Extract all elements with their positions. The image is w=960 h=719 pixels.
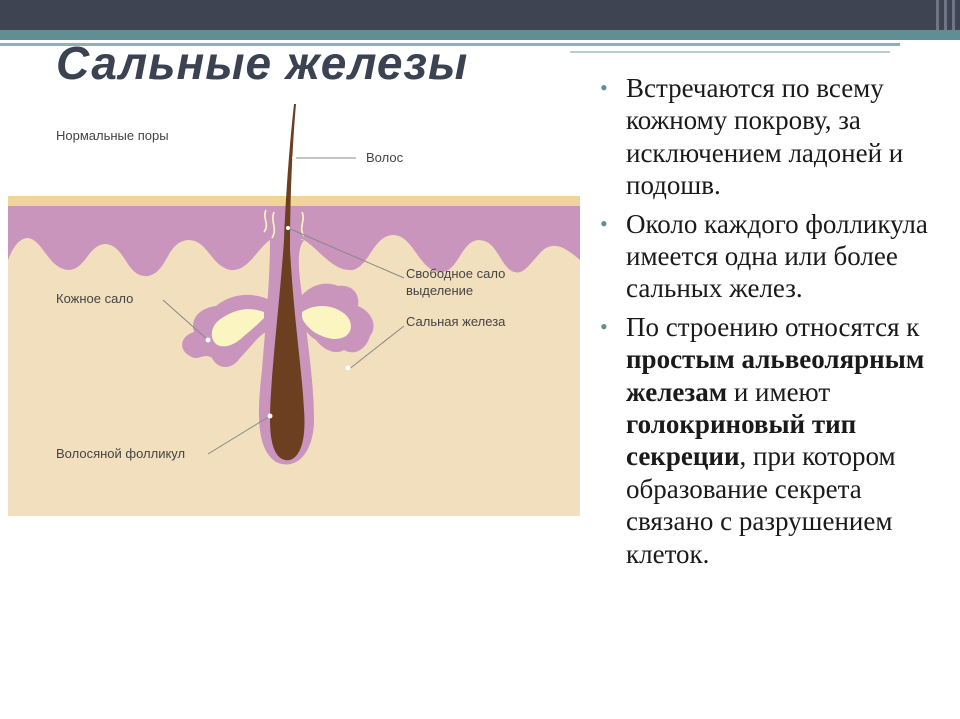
label-skin-sebum: Кожное сало (56, 291, 134, 306)
label-hair: Волос (366, 150, 404, 165)
skin-surface (8, 196, 580, 206)
bullet-text-bold: простым альвеолярным железам (626, 344, 925, 407)
bullet-item (600, 72, 950, 202)
accent-line (570, 51, 890, 53)
bullet-text-plain: По строению относятся к (626, 311, 920, 342)
bullet-text: Встречаются по всему кожному покрову, за исключением ладоней и подошв. (626, 73, 904, 201)
label-sebaceous-gland: Сальная железа (406, 314, 506, 329)
label-free-sebum-line2: выделение (406, 283, 474, 298)
top-bar (0, 0, 960, 30)
bullet-item (600, 311, 950, 570)
decor-stripe (944, 0, 947, 30)
bullet-icon: • (600, 75, 608, 100)
label-free-sebum-line1: Свободное сало (406, 266, 506, 281)
bullet-icon: • (600, 210, 608, 236)
bullet-item (600, 208, 950, 305)
bullet-icon: • (600, 313, 608, 339)
label-hair-follicle: Волосяной фолликул (56, 446, 186, 461)
bullet-text-bold: голокриновый тип секреции (626, 409, 857, 472)
slide-title: Сальные железы (56, 37, 469, 89)
decor-stripe (952, 0, 955, 30)
bullet-text: Около каждого фолликула имеется одна или более сальных желез. (626, 208, 928, 304)
label-normal-pores: Нормальные поры (56, 128, 169, 143)
bullet-text-plain: , при котором образование секрета связано с разрушением клеток. (626, 441, 896, 569)
skin-diagram (8, 100, 580, 520)
sebaceous-gland-illustration (8, 100, 580, 520)
bullet-text-plain: и имеют (727, 376, 831, 407)
decor-stripe (936, 0, 939, 30)
bullet-list (600, 72, 950, 576)
